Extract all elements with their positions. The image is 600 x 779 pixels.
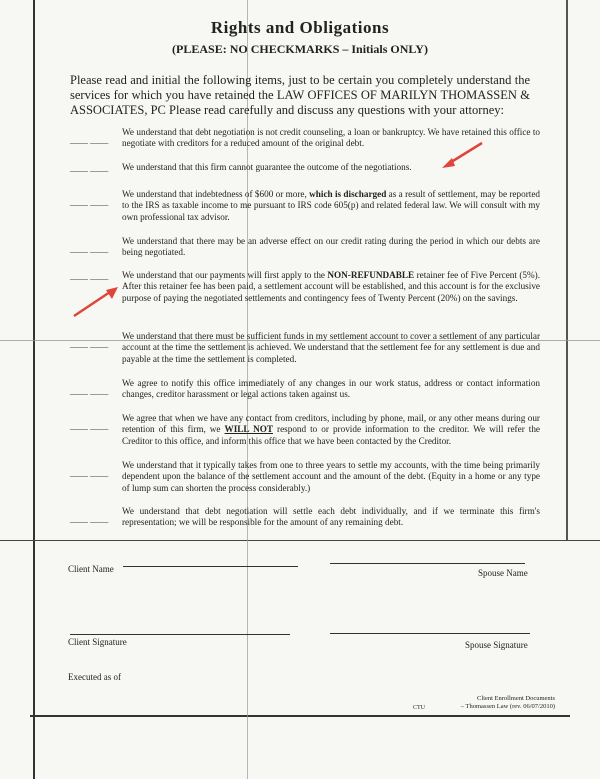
- document-title: Rights and Obligations: [210, 18, 390, 37]
- arrow-icon: [70, 284, 122, 320]
- executed-as-of-label: Executed as of: [68, 672, 121, 682]
- initials-field[interactable]: ____ ____: [70, 386, 109, 396]
- item-text: We understand that it typically takes from one to three years to settle my accounts, with the time being primarily dependent upon the balance of the settlement account and the amount of the debt. (Equity in a home or any type of lump sum can shorten the process considerably.): [122, 460, 540, 493]
- initials-field[interactable]: ____ ____: [70, 135, 109, 145]
- client-name-label: Client Name: [68, 564, 114, 574]
- item-text: We understand that debt negotiation will settle each debt individually, and if we terminate this firm's representation; we will be responsible for the amount of any remaining debt.: [122, 506, 540, 528]
- initials-field[interactable]: ____ ____: [70, 163, 109, 173]
- initials-field[interactable]: ____ ____: [70, 421, 109, 431]
- client-name-line[interactable]: [123, 566, 298, 567]
- spouse-name-line[interactable]: [330, 563, 525, 564]
- initials-mark: CTU: [413, 705, 425, 711]
- initials-field[interactable]: ____ ____: [70, 271, 109, 281]
- initials-field[interactable]: ____ ____: [70, 244, 109, 254]
- item-text: We agree to notify this office immediately of any changes in our work status, address or contact information changes, creditor harassment or legal actions taken against us.: [122, 378, 540, 400]
- spouse-signature-label: Spouse Signature: [465, 640, 528, 650]
- arrow-icon: [440, 140, 486, 170]
- initials-field[interactable]: ____ ____: [70, 514, 109, 524]
- item-text: We understand that debt negotiation is not credit counseling, a loan or bankruptcy. We have retained this office to negotiate with creditors for a reduced amount of the original debt.: [122, 127, 540, 149]
- page-left-border: [33, 0, 35, 779]
- item-text: We understand that indebtedness of $600 or more, which is discharged as a result of settlement, may be reported to the IRS as taxable income to me pursuant to IRS code 605(p) and related federal law. We will consult with my own professional tax advisor.: [122, 189, 540, 222]
- intro-paragraph: Please read and initial the following items, just to be certain you completely understand the services for which you have retained the LAW OFFICES OF MARILYN THOMASSEN & ASSOCIATES, PC Please read carefully and discuss any questions with your attorney:: [70, 73, 530, 117]
- spouse-signature-line[interactable]: [330, 633, 530, 634]
- initials-field[interactable]: ____ ____: [70, 197, 109, 207]
- page-bottom-border: [30, 715, 570, 717]
- item-text: We understand that this firm cannot guarantee the outcome of the negotiations.: [122, 162, 412, 172]
- fold-line-horizontal-lower: [0, 540, 600, 541]
- item-text: We understand that there may be an adverse effect on our credit rating during the period in which our debts are being negotiated.: [122, 236, 540, 258]
- spouse-name-label: Spouse Name: [478, 568, 528, 578]
- page-right-border: [566, 0, 568, 540]
- item-text: We understand that there must be sufficient funds in my settlement account to cover a settlement of any particular account at the time the settlement is achieved. We understand that the settlement fee for any settlement is due and payable at the time the settlement is completed.: [122, 331, 541, 364]
- item-text: We understand that our payments will first apply to the NON-REFUNDABLE retainer fee of Five Percent (5%). After this retainer fee has been paid, a settlement account will be established, and this account is for the exclusive purpose of paying the negotiated settlements and contingency fees of Twenty Percent (20%) on the savings.: [122, 270, 541, 303]
- item-text: We agree that when we have any contact from creditors, including by phone, mail, or any other means during our retention of this firm, we WILL NOT respond to or provide information to the creditor. We will refer the Creditor to this office, and inform this office that we have been contacted by the Creditor.: [122, 413, 540, 446]
- client-signature-label: Client Signature: [68, 637, 127, 647]
- document-subtitle: (PLEASE: NO CHECKMARKS – Initials ONLY): [172, 42, 428, 56]
- initials-field[interactable]: ____ ____: [70, 468, 109, 478]
- footer-note: Client Enrollment Documents – Thomassen Law (rev. 06/07/2010): [460, 695, 555, 710]
- initials-field[interactable]: ____ ____: [70, 339, 109, 349]
- client-signature-line[interactable]: [70, 634, 290, 635]
